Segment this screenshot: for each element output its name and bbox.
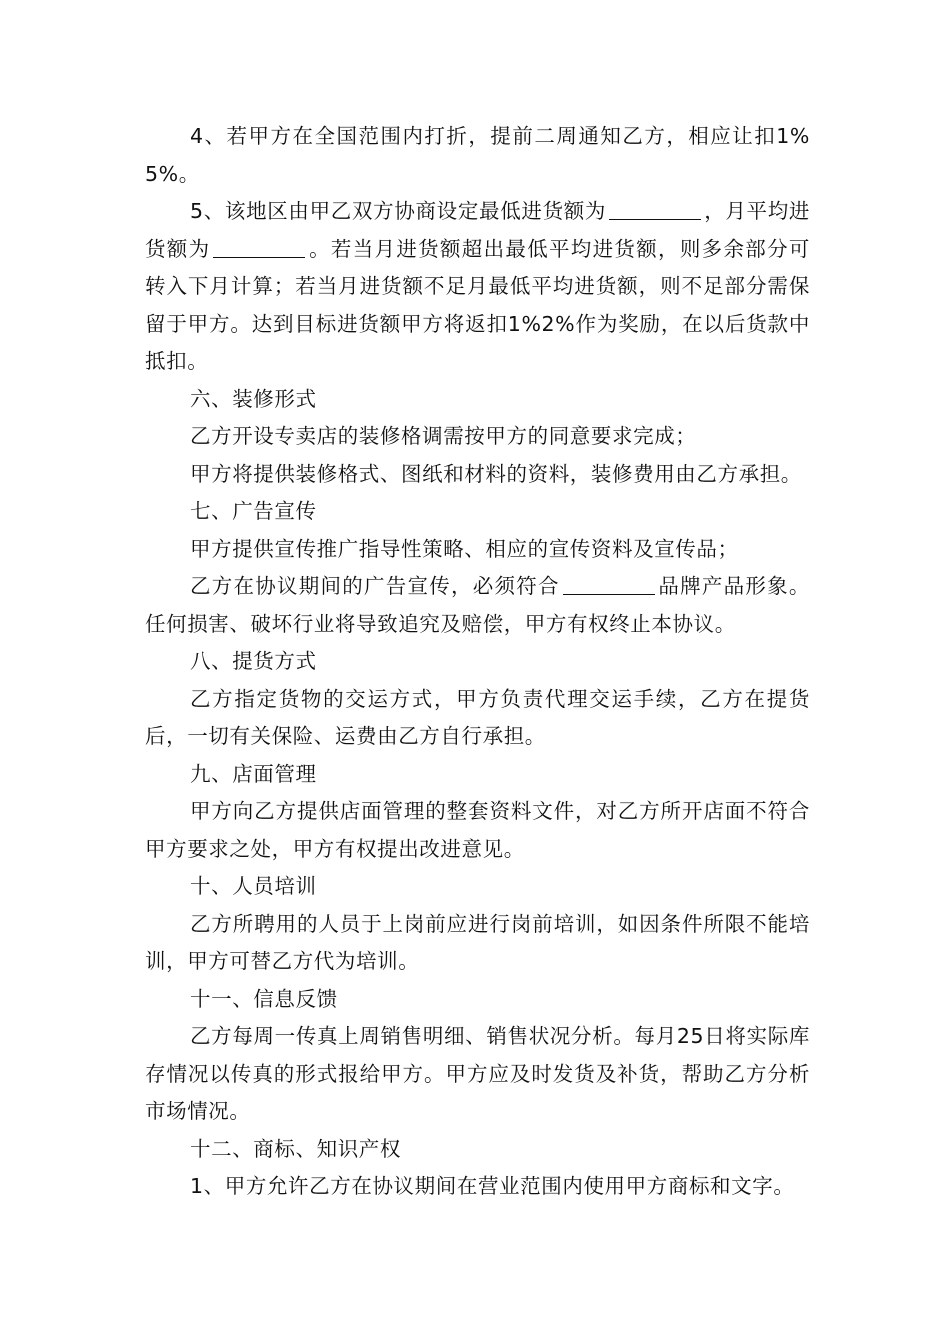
paragraph-text: 乙方开设专卖店的装修格调需按甲方的同意要求完成；: [190, 424, 697, 448]
paragraph-text: 。若当月进货额超出最低平均进货额，则多余部分可转入下月计算；若当月进货额不足月最低平均进货额，则不足部分需保留于甲方。达到目标进货额甲方将返扣1%2%作为奖励，在以后货款中抵扣。: [145, 236, 810, 373]
paragraph-decoration-style: [145, 418, 810, 456]
heading-text: 十、人员培训: [190, 874, 317, 898]
blank-underline-brand: [563, 574, 655, 595]
paragraph-text: 1、甲方允许乙方在协议期间在营业范围内使用甲方商标和文字。: [190, 1174, 795, 1198]
paragraph-decoration-cost: [145, 456, 810, 494]
paragraph-store-management: [145, 793, 810, 868]
paragraph-advertising-brand: [145, 568, 810, 643]
heading-text: 十二、商标、知识产权: [190, 1136, 401, 1161]
paragraph-text: 乙方指定货物的交运方式，甲方负责代理交运手续，乙方在提货后，一切有关保险、运费由乙方自行承担。: [145, 686, 810, 748]
section-heading-store-management: [145, 756, 810, 794]
paragraph-text: 乙方在协议期间的广告宣传，必须符合: [190, 574, 560, 598]
paragraph-minimum-purchase: [145, 193, 810, 381]
paragraph-text: 甲方提供宣传推广指导性策略、相应的宣传资料及宣传品；: [190, 536, 739, 561]
paragraph-feedback: [145, 1018, 810, 1131]
heading-text: 七、广告宣传: [190, 499, 317, 523]
paragraph-text: 品牌产品形象。任何损害、破坏行业将导致追究及赔偿，甲方有权终止本协议。: [145, 574, 810, 636]
section-heading-decoration: [145, 381, 810, 419]
paragraph-delivery-method: [145, 681, 810, 756]
paragraph-trademark-use: [145, 1168, 810, 1206]
paragraph-advertising-materials: [145, 531, 810, 569]
section-heading-delivery: [145, 643, 810, 681]
paragraph-training: [145, 906, 810, 981]
paragraph-text: 甲方向乙方提供店面管理的整套资料文件，对乙方所开店面不符合甲方要求之处，甲方有权提出改进意见。: [145, 799, 810, 861]
blank-underline-average-amount: [213, 237, 305, 258]
paragraph-text: 5、该地区由甲乙双方协商设定最低进货额为: [190, 199, 607, 223]
document-body: [145, 118, 810, 1206]
heading-text: 九、店面管理: [190, 761, 317, 786]
paragraph-text: 4、若甲方在全国范围内打折，提前二周通知乙方，相应让扣1%5%。: [145, 124, 810, 186]
paragraph-text: ，月平均进货额为: [145, 199, 810, 261]
section-heading-trademark: [145, 1131, 810, 1169]
section-heading-advertising: [145, 493, 810, 531]
heading-text: 六、装修形式: [190, 386, 317, 411]
blank-underline-minimum-amount: [609, 199, 701, 220]
paragraph-text: 甲方将提供装修格式、图纸和材料的资料，装修费用由乙方承担。: [190, 461, 802, 486]
paragraph-text: 乙方所聘用的人员于上岗前应进行岗前培训，如因条件所限不能培训，甲方可替乙方代为培训。: [145, 911, 810, 973]
section-heading-feedback: [145, 981, 810, 1019]
heading-text: 十一、信息反馈: [190, 986, 338, 1011]
section-heading-training: [145, 868, 810, 906]
heading-text: 八、提货方式: [190, 649, 317, 673]
paragraph-text: 乙方每周一传真上周销售明细、销售状况分析。每月25日将实际库存情况以传真的形式报给甲方。甲方应及时发货及补货，帮助乙方分析市场情况。: [145, 1024, 810, 1123]
paragraph-discount-notice: [145, 118, 810, 193]
